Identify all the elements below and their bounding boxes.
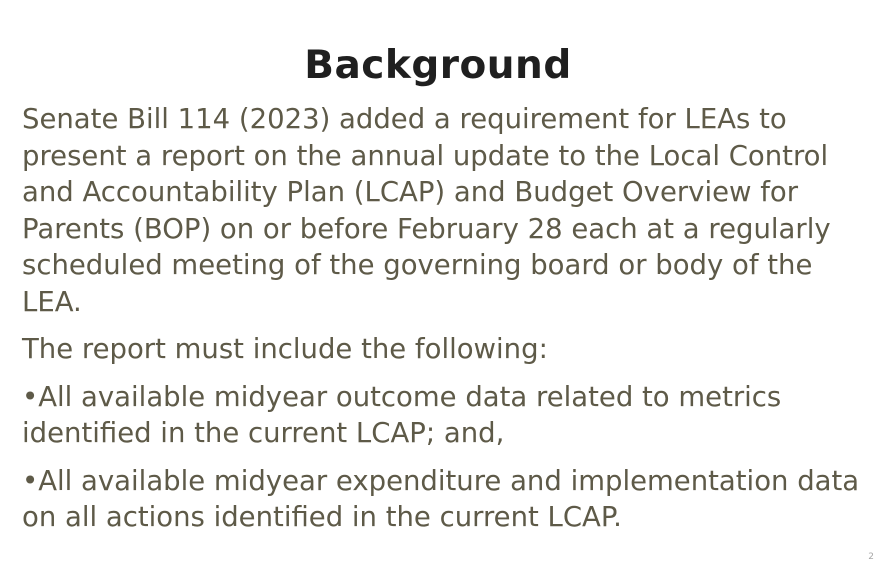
requirements-lead-paragraph: The report must include the following: [22, 333, 548, 365]
slide-body [22, 101, 862, 536]
bullet-expenditure-data: •All available midyear expenditure and implementation data on all actions identified in the current LCAP. [22, 464, 860, 533]
bullet-outcome-data: •All available midyear outcome data related to metrics identified in the current LCAP; and, [22, 380, 782, 449]
page-number: 2 [868, 552, 874, 562]
slide-title: Background [304, 43, 572, 88]
intro-paragraph: Senate Bill 114 (2023) added a requirement for LEAs to present a report on the annual update to the Local Control and Accountability Plan (LCAP) and Budget Overview for Parents (BOP) on or before February 28 each at a regularly scheduled meeting of the governing board or body of the LEA. [22, 103, 831, 318]
